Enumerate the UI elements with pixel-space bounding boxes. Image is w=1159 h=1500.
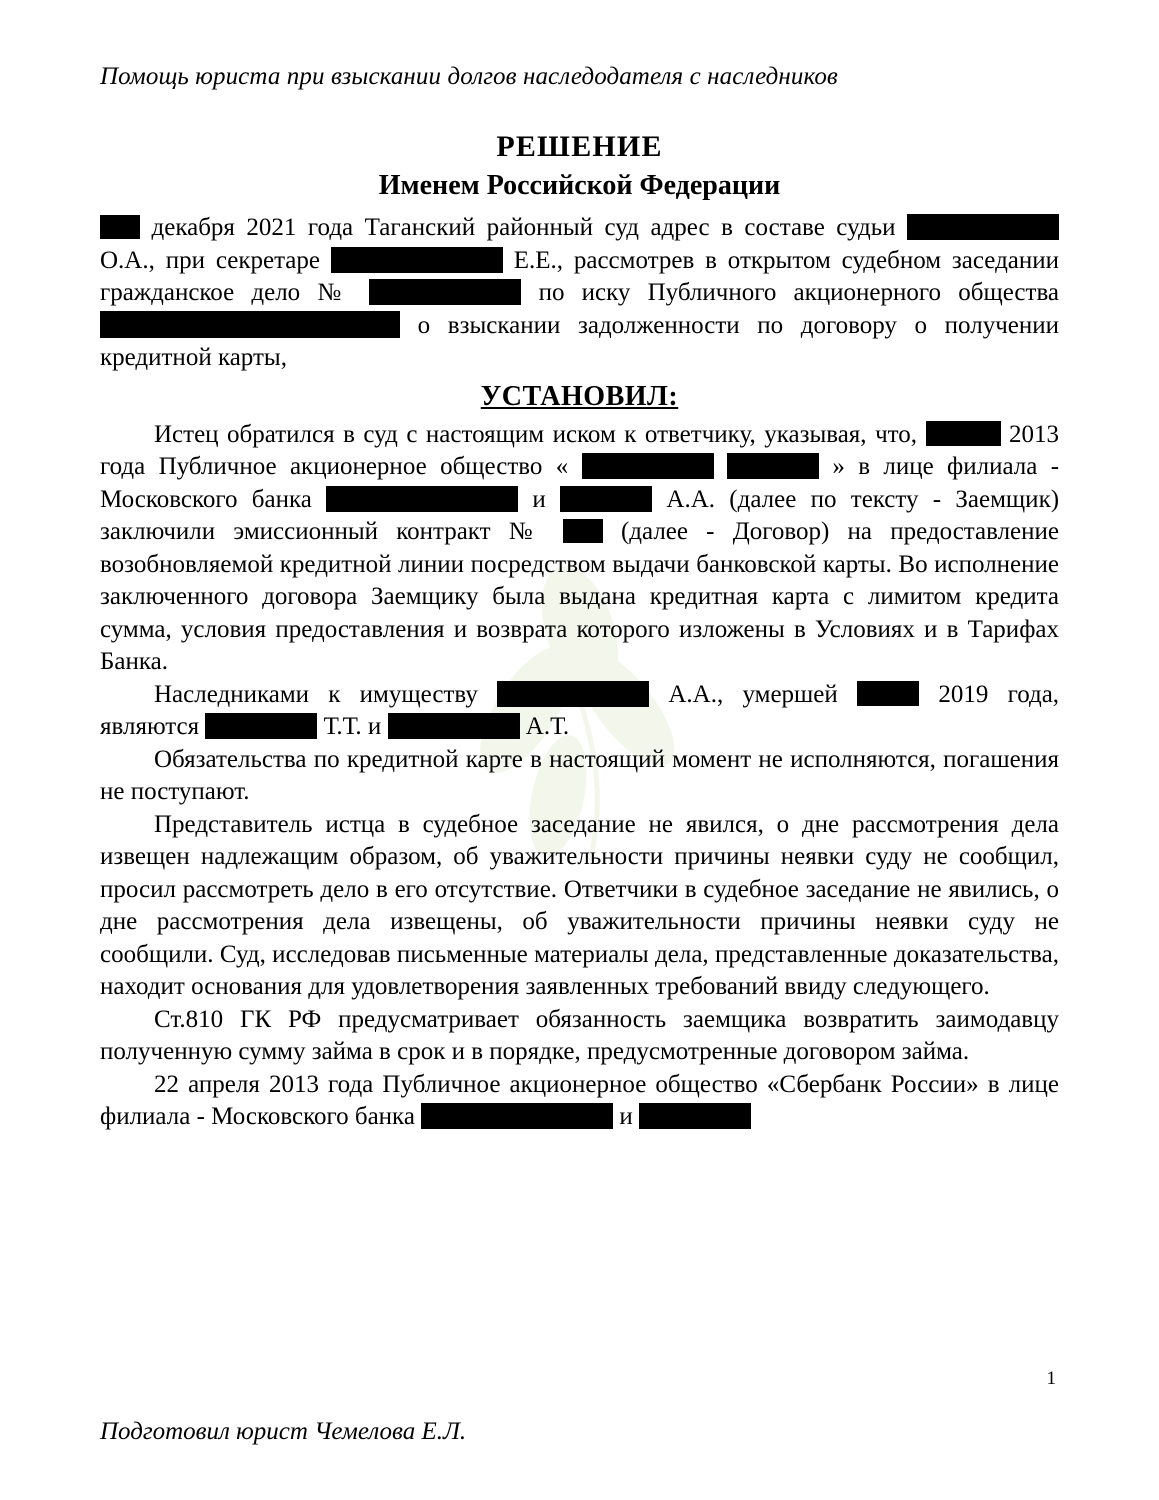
header-note: Помощь юриста при взыскании долгов наследодателя с наследников (100, 63, 838, 90)
paragraph-4: Представитель истца в судебное заседание не явился, о дне рассмотрения дела извещен надлежащим образом, об уважительности причины неявки суду не сообщил, просил рассмотреть дело в его отсутствие. Ответчики в судебное заседание не явились, о дне рассмотрения дела извещены, об уважительности причины неявки суду не сообщили. Суд, исследовав письменные материалы дела, представленные доказательства, находит основания для удовлетворения заявленных требований ввиду следующего. (100, 810, 1059, 1000)
paragraph-3: Обязательства по кредитной карте в настоящий момент не исполняются, погашения не поступают. (100, 745, 1059, 805)
redaction-bar (497, 681, 649, 707)
par1-text-b: 2013 года Публичное акционерное общество « (100, 420, 1060, 480)
section-heading-ustanovil: УСТАНОВИЛ: (480, 380, 679, 412)
intro-text-1: декабря 2021 года Таганский районный суд адрес в составе судьи (151, 214, 896, 241)
paragraph-5: Ст.810 ГК РФ предусматривает обязанность заемщика возвратить заимодавцу полученную сумму займа в срок и в порядке, предусмотренные договором займа. (100, 1005, 1059, 1065)
intro-text-4: по иску Публичного акционерного общества (538, 279, 1060, 306)
par2-text-a: Наследниками к имуществу (154, 680, 478, 708)
document-content (100, 62, 1059, 1134)
par1-text-f: (далее - Договор) на предоставление возобновляемой кредитной линии посредством выдачи банковской карты. Во исполнение заключенного договора Заемщику была выдана кредитная карта с лимитом кредита сумма, условия предоставления и возврата которого изложены в Условиях и в Тарифах Банка. (100, 518, 1060, 675)
paragraph-2 (100, 679, 1059, 744)
redaction-bar (331, 247, 503, 273)
redaction-bar (388, 713, 520, 739)
redaction-bar (205, 713, 317, 739)
par1-text-c: » в лице филиала - Московского банка (100, 453, 1060, 513)
intro-text-5: о взыскании задолженности по договору о получении кредитной карты, (100, 311, 1059, 371)
intro-paragraph (100, 212, 1059, 375)
par2-text-e: А.Т. (525, 713, 570, 740)
redaction-bar (907, 214, 1059, 240)
intro-text-2: О.А., при секретаре (100, 246, 320, 274)
par1-text-e: А.А. (далее по тексту - Заемщик) заключили эмиссионный контракт № (100, 485, 1060, 545)
par2-text-b: А.А., умершей (668, 680, 838, 708)
redaction-bar (563, 519, 603, 543)
par6-text-b: и (619, 1103, 633, 1130)
redaction-bar (100, 215, 140, 239)
page-number: 1 (1046, 1368, 1056, 1389)
redaction-bar (727, 453, 819, 479)
page-subtitle: Именем Российской Федерации (378, 170, 781, 201)
redaction-bar (100, 311, 400, 338)
intro-text-3: Е.Е., рассмотрев в открытом судебном заседании гражданское дело № (100, 246, 1060, 306)
par2-text-c: 2019 года, являются (100, 680, 1060, 740)
redaction-bar (369, 279, 521, 305)
redaction-bar (326, 486, 518, 512)
paragraph-6 (100, 1069, 1059, 1134)
redaction-bar (857, 681, 919, 706)
redaction-bar (421, 1103, 613, 1129)
par6-text-a: 22 апреля 2013 года Публичное акционерное общество «Сбербанк России» в лице филиала - Московского банка (100, 1070, 1059, 1130)
par1-text-a: Истец обратился в суд с настоящим иском к ответчику, указывая, что, (154, 420, 917, 448)
page-title: РЕШЕНИЕ (496, 130, 663, 163)
par2-text-d: Т.Т. и (323, 713, 382, 740)
redaction-bar (582, 453, 714, 479)
redaction-bar (926, 421, 1001, 446)
par1-text-d: и (532, 485, 546, 513)
redaction-bar (639, 1103, 751, 1129)
footer-note: Подготовил юрист Чемелова Е.Л. (100, 1418, 467, 1445)
redaction-bar (560, 486, 652, 512)
paragraph-1 (100, 419, 1059, 679)
